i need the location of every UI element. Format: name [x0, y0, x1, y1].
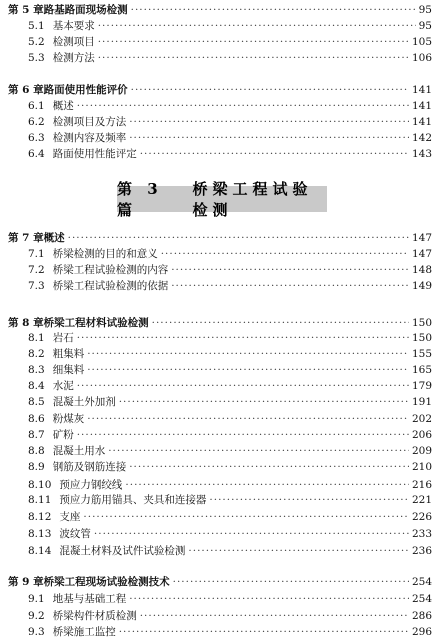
- toc-section-entry[interactable]: [0, 543, 440, 559]
- entry-number: 5.3: [28, 52, 45, 64]
- entry-number: 第 8 章: [8, 317, 44, 329]
- toc-section-entry[interactable]: [0, 509, 440, 525]
- dot-leader: [77, 330, 409, 346]
- dot-leader: [77, 427, 409, 443]
- dot-leader: [173, 574, 409, 590]
- entry-page-number: 150: [411, 317, 432, 329]
- entry-page-number: 209: [411, 445, 432, 457]
- toc-section-entry[interactable]: [0, 114, 440, 130]
- dot-leader: [125, 477, 409, 493]
- entry-page-number: 105: [411, 36, 432, 48]
- dot-leader: [129, 130, 409, 146]
- entry-page-number: 142: [411, 132, 432, 144]
- entry-number: 5.2: [28, 36, 45, 48]
- dot-leader: [98, 34, 409, 50]
- entry-page-number: 141: [411, 116, 432, 128]
- part-title: 桥梁工程试验检测: [192, 180, 313, 219]
- toc-section-entry[interactable]: [0, 262, 440, 278]
- entry-number: 7.1: [28, 248, 45, 260]
- toc-section-entry[interactable]: [0, 278, 440, 294]
- entry-number: 8.6: [28, 413, 45, 425]
- dot-leader: [171, 262, 409, 278]
- entry-title: 桥梁施工监控: [52, 626, 116, 638]
- entry-title: 路面使用性能评定: [52, 148, 137, 160]
- toc-section-entry[interactable]: [0, 98, 440, 114]
- entry-page-number: 95: [418, 4, 432, 16]
- entry-title: 支座: [59, 511, 81, 523]
- entry-page-number: 254: [411, 593, 432, 605]
- entry-page-number: 216: [411, 479, 432, 491]
- toc-section-entry[interactable]: [0, 246, 440, 262]
- entry-title: 混凝土材料及试件试验检测: [59, 545, 186, 557]
- entry-number: 8.14: [28, 545, 52, 557]
- entry-page-number: 254: [411, 576, 432, 588]
- dot-leader: [94, 526, 409, 542]
- dot-leader: [68, 230, 409, 246]
- entry-title: 混凝土外加剂: [52, 396, 116, 408]
- entry-title: 岩石: [52, 332, 74, 344]
- entry-number: 8.8: [28, 445, 45, 457]
- entry-number: 7.2: [28, 264, 45, 276]
- dot-leader: [188, 543, 409, 559]
- entry-title: 粗集料: [52, 348, 85, 360]
- entry-number: 8.13: [28, 528, 52, 540]
- entry-page-number: 141: [411, 84, 432, 96]
- entry-number: 9.3: [28, 626, 45, 638]
- entry-title: 细集料: [52, 364, 85, 376]
- entry-number: 8.7: [28, 429, 45, 441]
- entry-title: 地基与基础工程: [52, 593, 127, 605]
- dot-leader: [140, 608, 409, 624]
- entry-page-number: 165: [411, 364, 432, 376]
- toc-section-entry[interactable]: [0, 130, 440, 146]
- entry-title: 预应力钢绞线: [59, 479, 123, 491]
- entry-title: 桥梁检测的目的和意义: [52, 248, 158, 260]
- toc-chapter-entry[interactable]: [0, 230, 440, 246]
- toc-section-entry[interactable]: [0, 18, 440, 34]
- entry-title: 水泥: [52, 380, 74, 392]
- entry-number: 6.1: [28, 100, 45, 112]
- entry-title: 波纹管: [59, 528, 91, 540]
- entry-title: 桥梁工程现场试验检测技术: [43, 576, 170, 588]
- toc-section-entry[interactable]: [0, 526, 440, 542]
- dot-leader: [77, 98, 409, 114]
- entry-title: 粉煤灰: [52, 413, 85, 425]
- toc-section-entry[interactable]: [0, 477, 440, 493]
- entry-title: 检测项目: [52, 36, 95, 48]
- toc-section-entry[interactable]: [0, 591, 440, 607]
- dot-leader: [98, 50, 409, 66]
- dot-leader: [83, 509, 409, 525]
- entry-page-number: 148: [411, 264, 432, 276]
- entry-page-number: 226: [411, 511, 432, 523]
- entry-number: 第 5 章: [8, 4, 44, 16]
- entry-page-number: 236: [411, 545, 432, 557]
- entry-number: 8.9: [28, 461, 45, 473]
- entry-title: 路面使用性能评价: [43, 84, 128, 96]
- dot-leader: [129, 459, 409, 475]
- entry-page-number: 149: [411, 280, 432, 292]
- toc-section-entry[interactable]: [0, 50, 440, 66]
- entry-number: 8.3: [28, 364, 45, 376]
- entry-number: 8.4: [28, 380, 45, 392]
- entry-title: 桥梁工程材料试验检测: [43, 317, 149, 329]
- dot-leader: [87, 362, 409, 378]
- entry-title: 桥梁工程试验检测的依据: [52, 280, 169, 292]
- entry-page-number: 155: [411, 348, 432, 360]
- entry-title: 矿粉: [52, 429, 74, 441]
- toc-section-entry[interactable]: [0, 459, 440, 475]
- entry-number: 5.1: [28, 20, 45, 32]
- entry-number: 第 9 章: [8, 576, 44, 588]
- toc-section-entry[interactable]: [0, 624, 440, 640]
- entry-page-number: 296: [411, 626, 432, 638]
- entry-title: 路基路面现场检测: [43, 4, 128, 16]
- entry-number: 第 7 章: [8, 232, 44, 244]
- toc-chapter-entry[interactable]: [0, 2, 440, 18]
- entry-page-number: 141: [411, 100, 432, 112]
- toc-section-entry[interactable]: [0, 411, 440, 427]
- entry-page-number: 147: [411, 232, 432, 244]
- dot-leader: [98, 18, 416, 34]
- toc-chapter-entry[interactable]: [0, 82, 440, 98]
- entry-title: 桥梁构件材质检测: [52, 610, 137, 622]
- entry-number: 6.2: [28, 116, 45, 128]
- dot-leader: [77, 378, 409, 394]
- entry-title: 检测内容及频率: [52, 132, 127, 144]
- toc-section-entry[interactable]: [0, 378, 440, 394]
- entry-title: 钢筋及钢筋连接: [52, 461, 127, 473]
- dot-leader: [131, 82, 409, 98]
- entry-title: 混凝土用水: [52, 445, 106, 457]
- toc-section-entry[interactable]: [0, 346, 440, 362]
- toc-section-entry[interactable]: [0, 427, 440, 443]
- dot-leader: [209, 492, 409, 508]
- toc-chapter-entry[interactable]: [0, 315, 440, 331]
- entry-number: 8.1: [28, 332, 45, 344]
- dot-leader: [119, 624, 409, 640]
- entry-number: 6.3: [28, 132, 45, 144]
- entry-title: 检测项目及方法: [52, 116, 127, 128]
- entry-title: 概述: [52, 100, 74, 112]
- entry-number: 6.4: [28, 148, 45, 160]
- dot-leader: [161, 246, 409, 262]
- entry-page-number: 206: [411, 429, 432, 441]
- dot-leader: [87, 346, 409, 362]
- part-banner: [117, 180, 327, 219]
- entry-number: 8.11: [28, 494, 52, 506]
- entry-title: 检测方法: [52, 52, 95, 64]
- entry-page-number: 106: [411, 52, 432, 64]
- toc-chapter-entry[interactable]: [0, 574, 440, 590]
- entry-page-number: 210: [411, 461, 432, 473]
- entry-page-number: 150: [411, 332, 432, 344]
- entry-page-number: 286: [411, 610, 432, 622]
- toc-section-entry[interactable]: [0, 492, 440, 508]
- entry-title: 概述: [43, 232, 65, 244]
- entry-page-number: 143: [411, 148, 432, 160]
- toc-section-entry[interactable]: [0, 34, 440, 50]
- entry-number: 8.10: [28, 479, 52, 491]
- entry-title: 预应力筋用锚具、夹具和连接器: [59, 494, 207, 506]
- toc-section-entry[interactable]: [0, 608, 440, 624]
- entry-page-number: 179: [411, 380, 432, 392]
- dot-leader: [129, 114, 409, 130]
- toc-section-entry[interactable]: [0, 330, 440, 346]
- dot-leader: [129, 591, 409, 607]
- entry-page-number: 233: [411, 528, 432, 540]
- entry-number: 9.2: [28, 610, 45, 622]
- dot-leader: [119, 394, 409, 410]
- toc-section-entry[interactable]: [0, 362, 440, 378]
- entry-title: 桥梁工程试验检测的内容: [52, 264, 169, 276]
- entry-page-number: 147: [411, 248, 432, 260]
- toc-section-entry[interactable]: [0, 146, 440, 162]
- entry-page-number: 191: [411, 396, 432, 408]
- entry-page-number: 202: [411, 413, 432, 425]
- entry-number: 9.1: [28, 593, 45, 605]
- dot-leader: [108, 443, 409, 459]
- dot-leader: [140, 146, 409, 162]
- dot-leader: [131, 2, 416, 18]
- entry-number: 7.3: [28, 280, 45, 292]
- entry-page-number: 221: [411, 494, 432, 506]
- toc-section-entry[interactable]: [0, 443, 440, 459]
- entry-number: 8.2: [28, 348, 45, 360]
- part-label: 第 3 篇: [117, 180, 163, 219]
- dot-leader: [87, 411, 409, 427]
- entry-number: 第 6 章: [8, 84, 44, 96]
- entry-title: 基本要求: [52, 20, 95, 32]
- entry-page-number: 95: [418, 20, 432, 32]
- toc-section-entry[interactable]: [0, 394, 440, 410]
- entry-number: 8.5: [28, 396, 45, 408]
- dot-leader: [171, 278, 409, 294]
- dot-leader: [152, 315, 409, 331]
- entry-number: 8.12: [28, 511, 52, 523]
